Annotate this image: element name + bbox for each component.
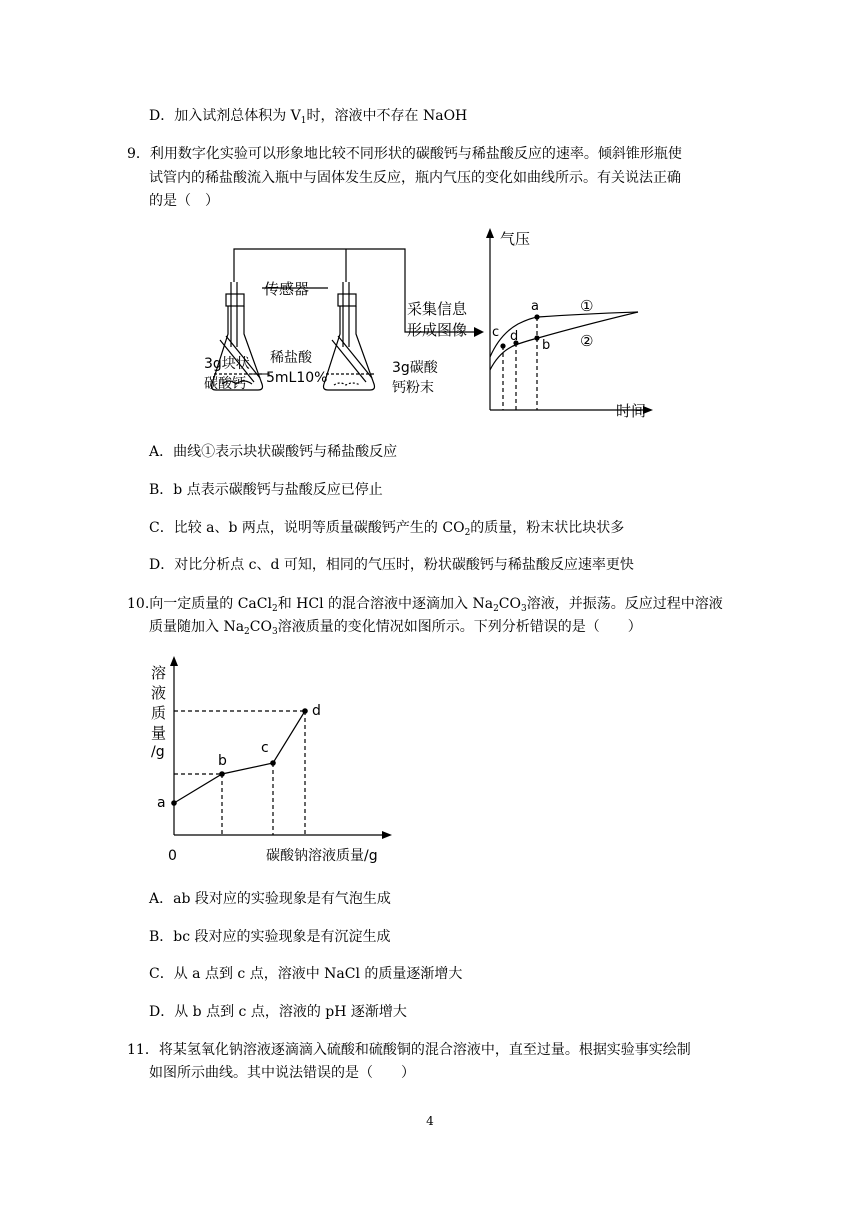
q9-label-d: d [510, 329, 519, 344]
q10-y-label-2: 液 [151, 684, 167, 702]
q10-option-a: A．ab 段对应的实验现象是有气泡生成 [149, 891, 391, 907]
q9-point-b [534, 335, 539, 340]
q8-option-d: D．加入试剂总体积为 $V_1$时，溶液中不存在 NaOH [149, 108, 468, 126]
q9-right-label-1: 3g碳酸 [392, 360, 438, 376]
q10-origin-label: 0 [168, 848, 177, 864]
q9-left-label-2: 碳酸钙 [204, 376, 246, 392]
q11-stem-line2: 如图所示曲线。其中说法错误的是（ ） [149, 1065, 415, 1081]
q9-option-c: C．比较 a、b 两点，说明等质量碳酸钙产生的 $CO_2$的质量，粉末状比块状多 [149, 520, 625, 538]
q9-collect-label-2: 形成图像 [407, 321, 468, 339]
q10-y-label-5: /g [151, 744, 165, 760]
q9-stem-line1: 9．利用数字化实验可以形象地比较不同形状的碳酸钙与稀盐酸反应的速率。倾斜锥形瓶使 [127, 146, 682, 162]
q9-label-a: a [531, 299, 539, 314]
q9-label-b: b [542, 338, 551, 353]
q10-point-a [171, 800, 177, 806]
q9-x-axis-label: 时间 [616, 402, 647, 420]
q10-label-d: d [312, 703, 321, 719]
q10-y-label-3: 质 [151, 704, 167, 722]
q10-label-a: a [157, 795, 166, 811]
q10-y-label-1: 溶 [151, 664, 167, 682]
q10-point-d [302, 708, 308, 714]
q10-point-c [270, 760, 276, 766]
q10-y-label-4: 量 [151, 724, 167, 742]
q9-sensor-label: 传感器 [264, 280, 310, 298]
q9-stem-line2: 试管内的稀盐酸流入瓶中与固体发生反应，瓶内气压的变化如曲线所示。有关说法正确 [149, 170, 681, 186]
q10-x-axis-label: 碳酸钠溶液质量/g [266, 848, 378, 864]
q10-point-b [219, 771, 225, 777]
q9-point-a [534, 314, 539, 319]
q9-acid-label-1: 稀盐酸 [270, 350, 312, 366]
q10-stem-line1: 10.向一定质量的 CaCl$_2$和 HCl 的混合溶液中逐滴加入 $Na_2CO_3$溶液，并振荡。反应过程中溶液 [127, 596, 723, 614]
q10-option-b: B．bc 段对应的实验现象是有沉淀生成 [149, 929, 391, 945]
q9-option-b: B．b 点表示碳酸钙与盐酸反应已停止 [149, 482, 383, 498]
q11-stem-line1: 11．将某氢氧化钠溶液逐滴滴入硫酸和硫酸铜的混合溶液中，直至过量。根据实验事实绘制 [127, 1042, 691, 1058]
q10-stem-line2: 质量随加入 $Na_2CO_3$溶液质量的变化情况如图所示。下列分析错误的是（ ） [149, 619, 642, 637]
q9-curve-1-label: ① [580, 297, 594, 315]
q10-label-c: c [261, 740, 269, 756]
q9-y-axis-label: 气压 [500, 230, 531, 248]
page-number: 4 [426, 1114, 434, 1128]
q10-curve [174, 711, 305, 803]
q9-right-flask [324, 282, 375, 390]
q10-label-b: b [218, 753, 227, 769]
q10-option-c: C．从 a 点到 c 点，溶液中 NaCl 的质量逐渐增大 [149, 966, 463, 982]
q9-right-label-2: 钙粉末 [392, 380, 434, 396]
q9-acid-label-2: 5mL10% [266, 370, 328, 386]
q9-figure [200, 222, 660, 427]
q9-option-a: A．曲线①表示块状碳酸钙与稀盐酸反应 [149, 444, 398, 460]
q9-point-c [500, 343, 505, 348]
q9-stem-line3: 的是（ ） [149, 193, 219, 209]
q9-label-c: c [492, 325, 500, 340]
q9-pressure-graph [490, 236, 645, 410]
q9-option-d: D．对比分析点 c、d 可知，相同的气压时，粉状碳酸钙与稀盐酸反应速率更快 [149, 557, 634, 573]
q9-collect-label-1: 采集信息 [407, 300, 468, 318]
q10-option-d: D．从 b 点到 c 点，溶液的 pH 逐渐增大 [149, 1004, 407, 1020]
q10-figure [144, 654, 400, 866]
q9-curve-2-label: ② [580, 332, 594, 350]
q9-left-label-1: 3g块状 [204, 356, 250, 372]
